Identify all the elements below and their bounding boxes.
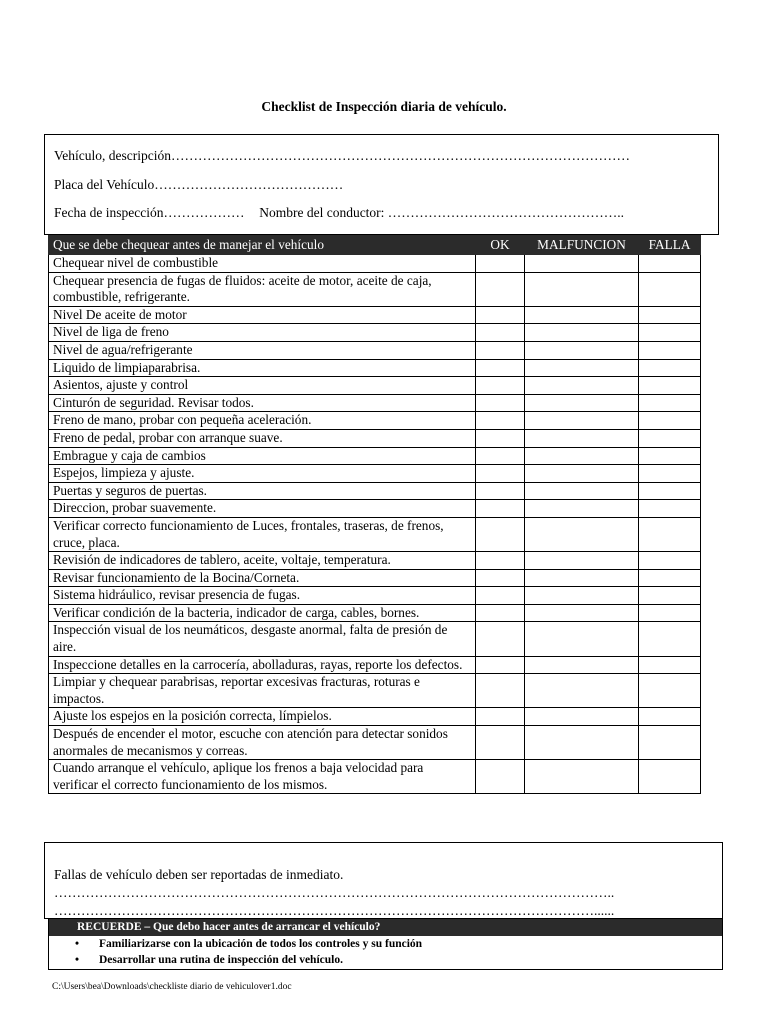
checklist-table (48, 235, 701, 794)
checkbox-ok[interactable] (476, 465, 525, 483)
checkbox-ok[interactable] (476, 708, 525, 726)
report-dotted-line-1: …………………………………………………………………………………………………………….. (54, 885, 615, 900)
checkbox-malfuncion[interactable] (525, 708, 639, 726)
checklist-row (49, 552, 701, 570)
checkbox-falla[interactable] (639, 552, 701, 570)
checklist-header-row (49, 236, 701, 255)
checkbox-falla[interactable] (639, 255, 701, 273)
checkbox-falla[interactable] (639, 465, 701, 483)
bullet-icon: • (75, 938, 80, 950)
vehicle-plate-line: Placa del Vehículo…………………………………… (54, 177, 344, 192)
remember-item: • Familiarizarse con la ubicación de todos los controles y su función (75, 938, 423, 950)
checklist-item-label: Liquido de limpiaparabrisa. (49, 359, 476, 377)
checklist-row (49, 255, 701, 273)
header-ok: OK (476, 236, 525, 255)
checklist-item-label: Verificar condición de la bacteria, indicador de carga, cables, bornes. (49, 604, 476, 622)
checklist-row (49, 726, 701, 760)
checklist-row (49, 708, 701, 726)
checklist-item-label: Nivel de agua/refrigerante (49, 341, 476, 359)
checkbox-falla[interactable] (639, 429, 701, 447)
checkbox-ok[interactable] (476, 587, 525, 605)
checkbox-falla[interactable] (639, 341, 701, 359)
checkbox-malfuncion[interactable] (525, 726, 639, 760)
checklist-row (49, 517, 701, 551)
checklist-item-label: Después de encender el motor, escuche con atención para detectar sonidos anormales de mecanismos y correas. (49, 726, 476, 760)
checklist-item-label: Chequear nivel de combustible (49, 255, 476, 273)
checklist-item-label: Chequear presencia de fugas de fluidos: aceite de motor, aceite de caja, combustible, refrigerante. (49, 272, 476, 306)
checkbox-malfuncion[interactable] (525, 674, 639, 708)
checkbox-ok[interactable] (476, 656, 525, 674)
checkbox-ok[interactable] (476, 517, 525, 551)
checkbox-ok[interactable] (476, 552, 525, 570)
checkbox-ok[interactable] (476, 604, 525, 622)
report-note: Fallas de vehículo deben ser reportadas de inmediato. (54, 867, 344, 882)
checklist-item-label: Inspección visual de los neumáticos, desgaste anormal, falta de presión de aire. (49, 622, 476, 656)
checkbox-malfuncion[interactable] (525, 482, 639, 500)
remember-box (48, 918, 723, 970)
checkbox-malfuncion[interactable] (525, 394, 639, 412)
checkbox-falla[interactable] (639, 394, 701, 412)
checklist-item-label: Verificar correcto funcionamiento de Luces, frontales, traseras, de frenos, cruce, placa. (49, 517, 476, 551)
checklist-row (49, 482, 701, 500)
checkbox-ok[interactable] (476, 272, 525, 306)
checkbox-malfuncion[interactable] (525, 412, 639, 430)
checklist-row (49, 429, 701, 447)
checkbox-falla[interactable] (639, 604, 701, 622)
checkbox-malfuncion[interactable] (525, 500, 639, 518)
checkbox-falla[interactable] (639, 482, 701, 500)
checklist-row (49, 306, 701, 324)
report-note-box (44, 842, 723, 919)
checklist-item-label: Revisión de indicadores de tablero, aceite, voltaje, temperatura. (49, 552, 476, 570)
checkbox-ok[interactable] (476, 359, 525, 377)
checklist-item-label: Embrague y caja de cambios (49, 447, 476, 465)
checkbox-ok[interactable] (476, 726, 525, 760)
checkbox-falla[interactable] (639, 569, 701, 587)
checklist-item-label: Sistema hidráulico, revisar presencia de fugas. (49, 587, 476, 605)
checkbox-falla[interactable] (639, 587, 701, 605)
checkbox-falla[interactable] (639, 656, 701, 674)
checkbox-malfuncion[interactable] (525, 604, 639, 622)
checklist-item-label: Freno de mano, probar con pequeña aceleración. (49, 412, 476, 430)
checklist-item-label: Cinturón de seguridad. Revisar todos. (49, 394, 476, 412)
checkbox-malfuncion[interactable] (525, 429, 639, 447)
checklist-row (49, 622, 701, 656)
checklist-item-label: Nivel de liga de freno (49, 324, 476, 342)
checkbox-falla[interactable] (639, 324, 701, 342)
checklist-item-label: Inspeccione detalles en la carrocería, abolladuras, rayas, reporte los defectos. (49, 656, 476, 674)
checklist-item-label: Direccion, probar suavemente. (49, 500, 476, 518)
checklist-item-label: Freno de pedal, probar con arranque suave. (49, 429, 476, 447)
checkbox-falla[interactable] (639, 760, 701, 794)
header-malfuncion: MALFUNCION (525, 236, 639, 255)
checkbox-malfuncion[interactable] (525, 324, 639, 342)
checkbox-falla[interactable] (639, 377, 701, 395)
checklist-row (49, 674, 701, 708)
checkbox-ok[interactable] (476, 412, 525, 430)
checkbox-malfuncion[interactable] (525, 656, 639, 674)
file-path: C:\Users\bea\Downloads\checkliste diario de vehiculover1.doc (52, 982, 292, 992)
checkbox-ok[interactable] (476, 760, 525, 794)
checkbox-ok[interactable] (476, 447, 525, 465)
checkbox-malfuncion[interactable] (525, 465, 639, 483)
remember-header: RECUERDE – Que debo hacer antes de arrancar el vehículo? (49, 919, 722, 936)
checkbox-falla[interactable] (639, 726, 701, 760)
checkbox-malfuncion[interactable] (525, 255, 639, 273)
checklist-item-label: Revisar funcionamiento de la Bocina/Corneta. (49, 569, 476, 587)
checklist-row (49, 272, 701, 306)
checkbox-ok[interactable] (476, 622, 525, 656)
checklist-row (49, 359, 701, 377)
checkbox-malfuncion[interactable] (525, 447, 639, 465)
checkbox-malfuncion[interactable] (525, 306, 639, 324)
checklist-row (49, 377, 701, 395)
checkbox-malfuncion[interactable] (525, 272, 639, 306)
vehicle-description-line: Vehículo, descripción………………………………………………………………………………………… (54, 148, 630, 163)
header-falla: FALLA (639, 236, 701, 255)
document-title: Checklist de Inspección diaria de vehículo. (261, 99, 507, 114)
checklist-item-label: Puertas y seguros de puertas. (49, 482, 476, 500)
checkbox-ok[interactable] (476, 255, 525, 273)
checkbox-malfuncion[interactable] (525, 359, 639, 377)
checklist-row (49, 500, 701, 518)
checkbox-ok[interactable] (476, 482, 525, 500)
checkbox-falla[interactable] (639, 272, 701, 306)
checkbox-malfuncion[interactable] (525, 552, 639, 570)
header-item: Que se debe chequear antes de manejar el vehículo (49, 236, 476, 255)
checkbox-falla[interactable] (639, 359, 701, 377)
checkbox-falla[interactable] (639, 447, 701, 465)
checklist-row (49, 569, 701, 587)
checkbox-ok[interactable] (476, 341, 525, 359)
checkbox-ok[interactable] (476, 324, 525, 342)
checkbox-ok[interactable] (476, 429, 525, 447)
checklist-item-label: Asientos, ajuste y control (49, 377, 476, 395)
checklist-body (49, 255, 701, 794)
checklist-item-label: Cuando arranque el vehículo, aplique los frenos a baja velocidad para verificar el correcto funcionamiento de los mismos. (49, 760, 476, 794)
checkbox-ok[interactable] (476, 377, 525, 395)
checkbox-malfuncion[interactable] (525, 587, 639, 605)
inspection-date-line (54, 205, 624, 221)
checklist-row (49, 587, 701, 605)
checklist-item-label: Nivel De aceite de motor (49, 306, 476, 324)
checklist-row (49, 465, 701, 483)
checkbox-malfuncion[interactable] (525, 760, 639, 794)
checkbox-malfuncion[interactable] (525, 341, 639, 359)
bullet-icon: • (75, 954, 80, 966)
inspection-date-label: Fecha de inspección……………… (54, 205, 245, 220)
checkbox-ok[interactable] (476, 394, 525, 412)
checkbox-falla[interactable] (639, 517, 701, 551)
checkbox-falla[interactable] (639, 622, 701, 656)
checkbox-ok[interactable] (476, 306, 525, 324)
checkbox-falla[interactable] (639, 708, 701, 726)
checklist-item-label: Limpiar y chequear parabrisas, reportar excesivas fracturas, roturas e impactos. (49, 674, 476, 708)
checklist-row (49, 412, 701, 430)
checkbox-falla[interactable] (639, 674, 701, 708)
checkbox-malfuncion[interactable] (525, 517, 639, 551)
driver-name-label: Nombre del conductor: …………………………………………….. (259, 205, 625, 220)
checkbox-falla[interactable] (639, 306, 701, 324)
checklist-row (49, 324, 701, 342)
checklist-row (49, 341, 701, 359)
checklist-row (49, 394, 701, 412)
checkbox-ok[interactable] (476, 500, 525, 518)
vehicle-info-box (44, 134, 719, 235)
checkbox-falla[interactable] (639, 412, 701, 430)
checklist-row (49, 447, 701, 465)
checkbox-malfuncion[interactable] (525, 377, 639, 395)
checklist-row (49, 760, 701, 794)
checkbox-falla[interactable] (639, 500, 701, 518)
checklist-item-label: Espejos, limpieza y ajuste. (49, 465, 476, 483)
checkbox-ok[interactable] (476, 569, 525, 587)
checklist-row (49, 604, 701, 622)
checklist-row (49, 656, 701, 674)
checkbox-ok[interactable] (476, 674, 525, 708)
checklist-item-label: Ajuste los espejos en la posición correcta, límpielos. (49, 708, 476, 726)
report-dotted-line-2: …………………………………………………………………………………………………………...... (54, 903, 615, 918)
checkbox-malfuncion[interactable] (525, 569, 639, 587)
checkbox-malfuncion[interactable] (525, 622, 639, 656)
remember-item: • Desarrollar una rutina de inspección del vehículo. (75, 954, 343, 966)
